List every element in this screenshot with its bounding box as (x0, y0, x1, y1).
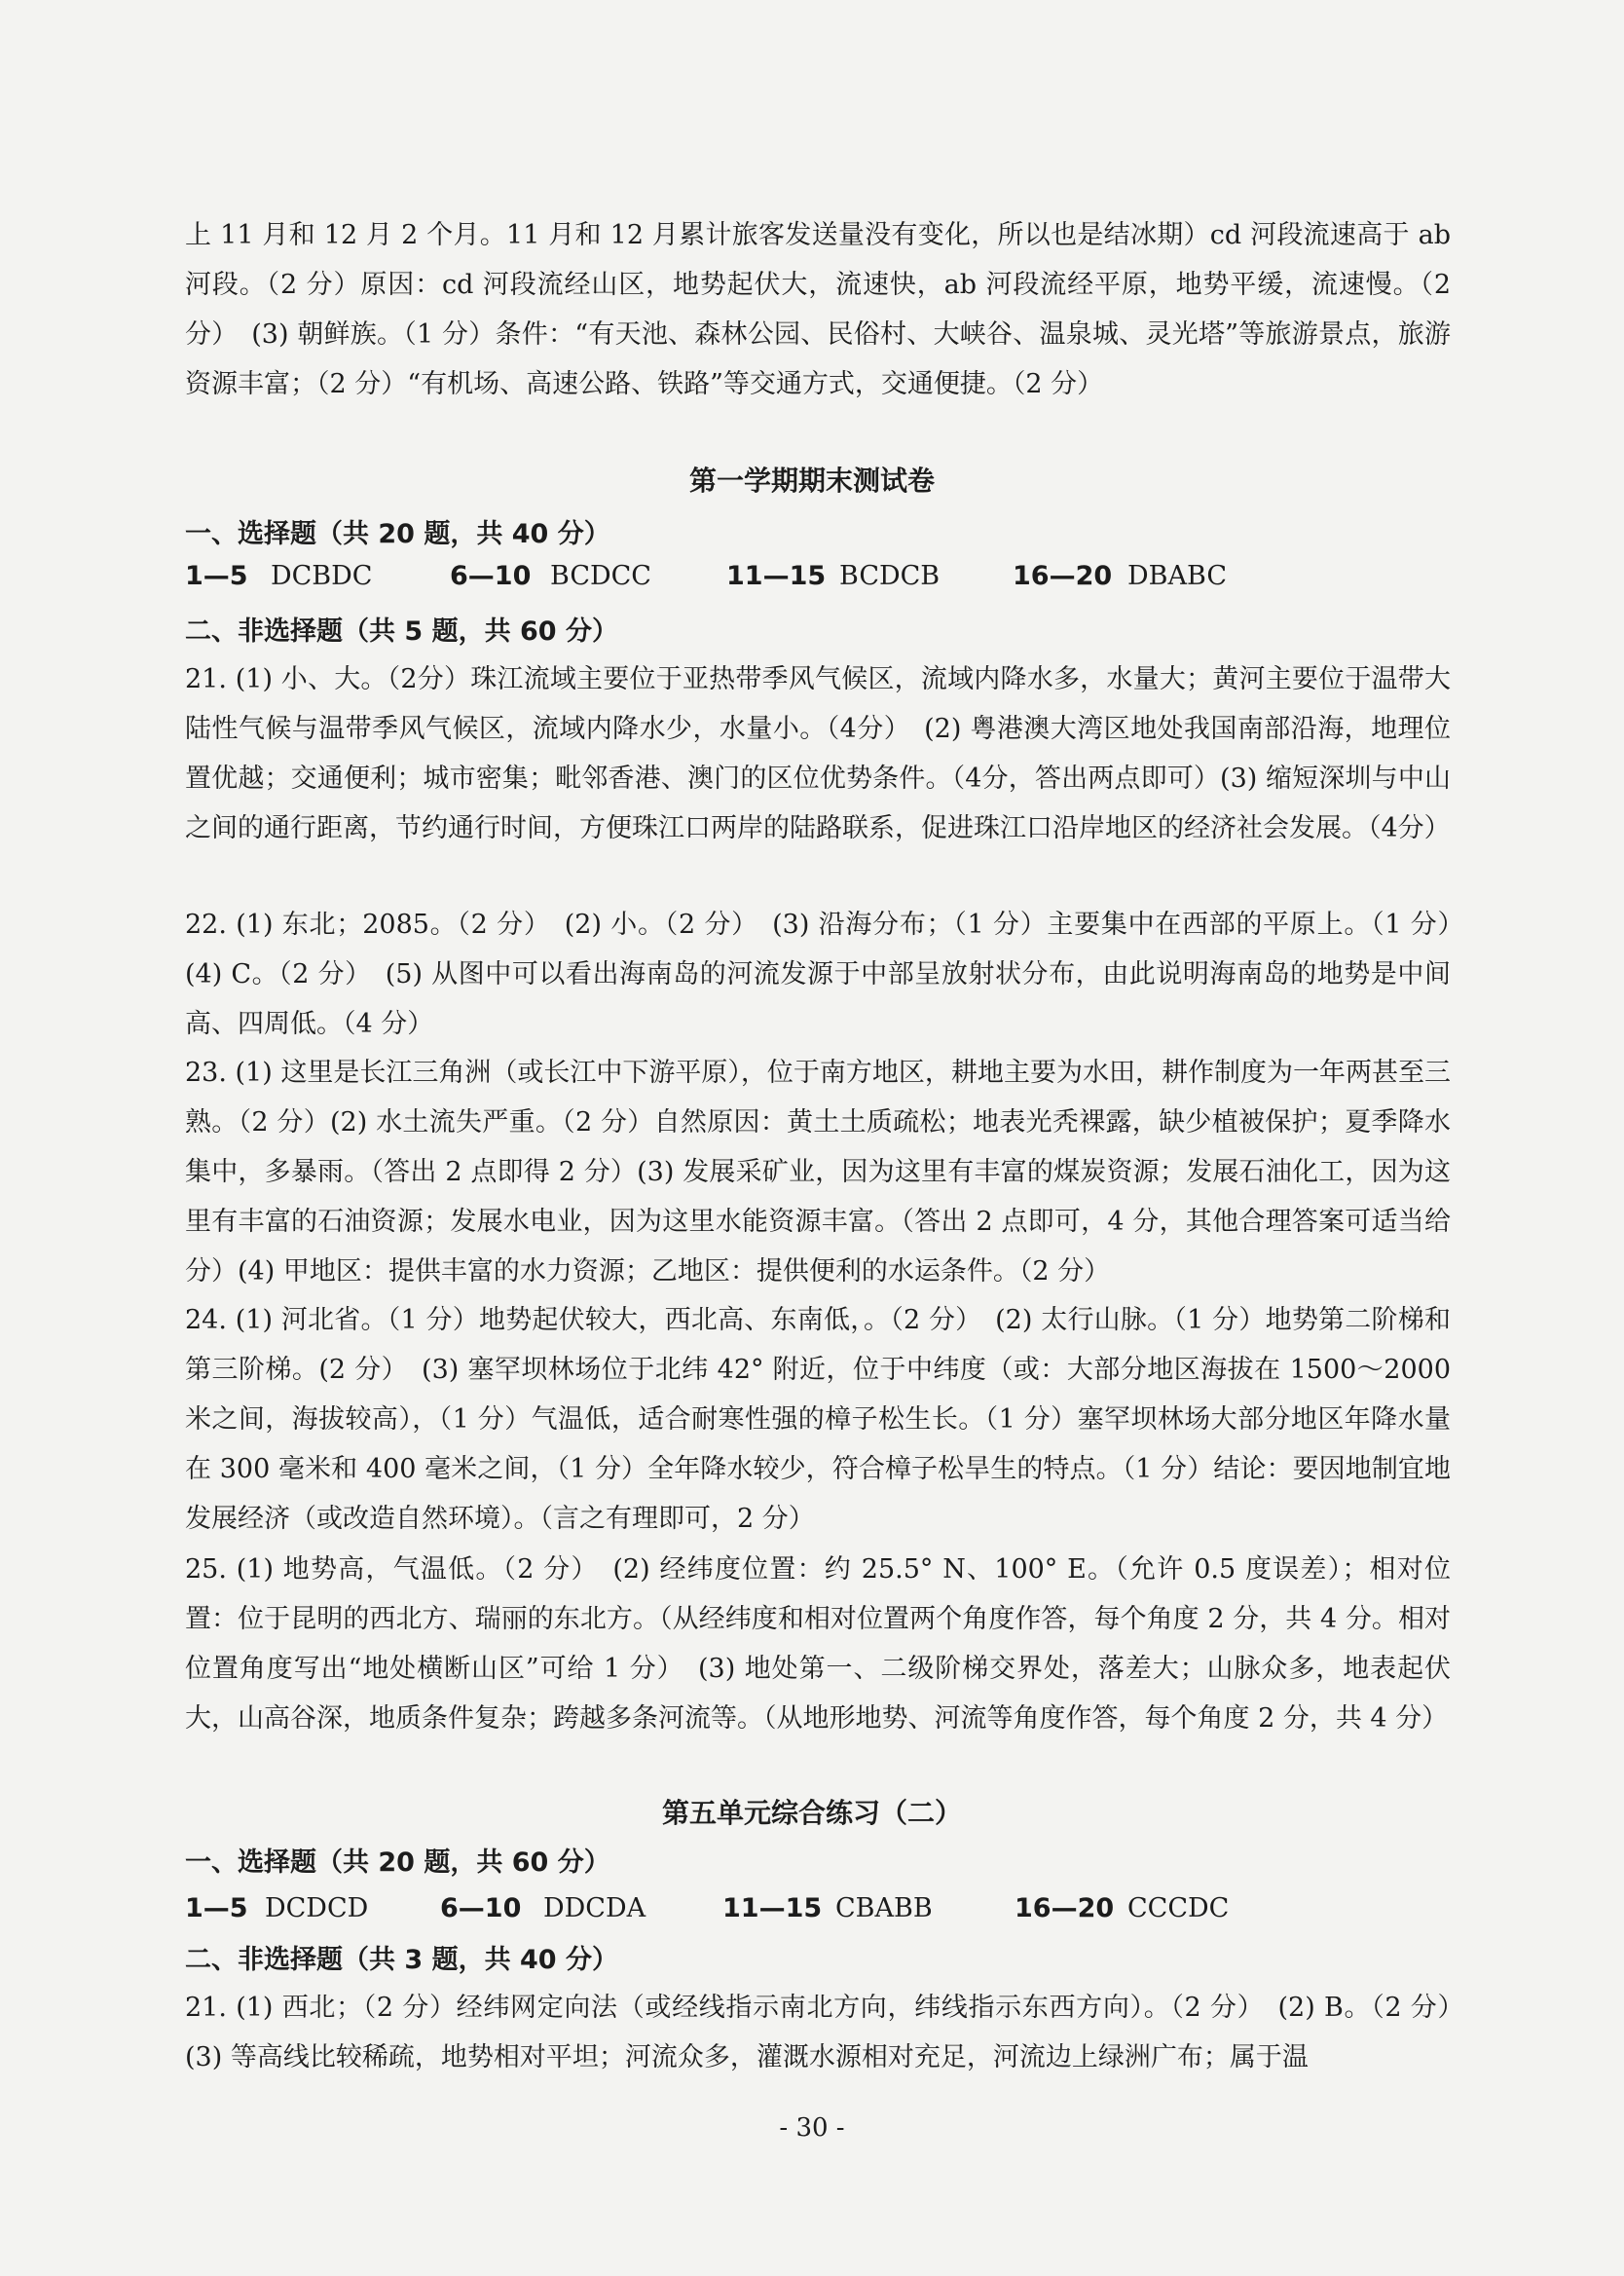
exam1-section1-heading: 一、选择题（共 20 题，共 40 分） (185, 519, 610, 549)
answer-value: CCCDC (1127, 1893, 1230, 1923)
answer-range: 16—20 (1015, 1893, 1115, 1923)
continuation-paragraph: 上 11 月和 12 月 2 个月。11 月和 12 月累计旅客发送量没有变化，所以也是结冰期）cd 河段流速高于 ab 河段。（2 分）原因：cd 河段流经山区，地势起伏大，流速快，ab 河段流经平原，地势平缓，流速慢。（2 分） (3) 朝鲜族。（1 分）条件：“有天池、森林公园、民俗村、大峡谷、温泉城、灵光塔”等旅游景点，旅游资源丰富；（2 分）“有机场、高速公路、铁路”等交通方式，交通便捷。（2 分） (185, 220, 1451, 399)
exam1-section2-heading: 二、非选择题（共 5 题，共 60 分） (185, 616, 618, 647)
answer-range: 11—15 (726, 561, 827, 591)
exam1-question-23: 23. (1) 这里是长江三角洲（或长江中下游平原），位于南方地区，耕地主要为水田，耕作制度为一年两甚至三熟。（2 分）(2) 水土流失严重。（2 分）自然原因：黄土土质疏松；地表光秃裸露，缺少植被保护；夏季降水集中，多暴雨。（答出 2 点即得 2 分）(3) 发展采矿业，因为这里有丰富的煤炭资源；发展石油化工，因为这里有丰富的石油资源；发展水电业，因为这里水能资源丰富。（答出 2 点即可，4 分，其他合理答案可适当给分）(4) 甲地区：提供丰富的水力资源；乙地区：提供便利的水运条件。（2 分） (185, 1058, 1451, 1287)
answer-range: 1—5 (185, 1893, 248, 1923)
exam1-question-21: 21. (1) 小、大。（2分）珠江流域主要位于亚热带季风气候区，流域内降水多，水量大；黄河主要位于温带大陆性气候与温带季风气候区，流域内降水少，水量小。（4分） (2) 粤港澳大湾区地处我国南部沿海，地理位置优越；交通便利；城市密集；毗邻香港、澳门的区位优势条件。（4分，答出两点即可）(3) 缩短深圳与中山之间的通行距离，节约通行时间，方便珠江口两岸的陆路联系，促进珠江口沿岸地区的经济社会发展。（4分） (185, 664, 1451, 843)
page-number: - 30 - (779, 2113, 845, 2143)
exam2-section2-heading: 二、非选择题（共 3 题，共 40 分） (185, 1945, 618, 1975)
answer-value: BCDCC (550, 561, 651, 591)
answer-value: DCBDC (271, 561, 373, 591)
exam1-question-22: 22. (1) 东北；2085。（2 分） (2) 小。（2 分） (3) 沿海分布；（1 分）主要集中在西部的平原上。（1 分） (4) C。（2 分） (5) 从图中可以看出海南岛的河流发源于中部呈放射状分布，由此说明海南岛的地势是中间高、四周低。（4 分） (185, 910, 1477, 1039)
exam1-question-24: 24. (1) 河北省。（1 分）地势起伏较大，西北高、东南低，。（2 分） (2) 太行山脉。（1 分）地势第二阶梯和第三阶梯。(2 分） (3) 塞罕坝林场位于北纬 42° 附近，位于中纬度（或：大部分地区海拔在 1500～2000 米之间，海拔较高），（1 分）气温低，适合耐寒性强的樟子松生长。（1 分）塞罕坝林场大部分地区年降水量在 300 毫米和 400 毫米之间，（1 分）全年降水较少，符合樟子松旱生的特点。（1 分）结论：要因地制宜地发展经济（或改造自然环境）。（言之有理即可，2 分） (185, 1305, 1451, 1534)
answer-value: CBABB (835, 1893, 933, 1923)
exam2-question-21: 21. (1) 西北；（2 分）经纬网定向法（或经线指示南北方向，纬线指示东西方向）。（2 分） (2) B。（2 分） (3) 等高线比较稀疏，地势相对平坦；河流众多，灌溉水源相对充足，河流边上绿洲广布；属于温 (185, 1993, 1477, 2072)
answer-range: 16—20 (1013, 561, 1113, 591)
answer-range: 6—10 (440, 1893, 522, 1923)
exam1-title: 第一学期期末测试卷 (688, 465, 935, 497)
exam2-section1-heading: 一、选择题（共 20 题，共 60 分） (185, 1847, 610, 1878)
answer-value: DDCDA (543, 1893, 646, 1923)
answer-range: 1—5 (185, 561, 248, 591)
answer-value: DCDCD (265, 1893, 369, 1923)
answer-range: 11—15 (722, 1893, 823, 1923)
answer-value: BCDCB (839, 561, 941, 591)
exam1-question-25: 25. (1) 地势高，气温低。（2 分） (2) 经纬度位置：约 25.5° N、100° E。（允许 0.5 度误差）；相对位置：位于昆明的西北方、瑞丽的东北方。（从经纬度和相对位置两个角度作答，每个角度 2 分，共 4 分。相对位置角度写出“地处横断山区”可给 1 分） (3) 地处第一、二级阶梯交界处，落差大；山脉众多，地表起伏大，山高谷深，地质条件复杂；跨越多条河流等。（从地形地势、河流等角度作答，每个角度 2 分，共 4 分） (185, 1554, 1451, 1734)
answer-value: DBABC (1127, 561, 1227, 591)
exam2-title: 第五单元综合练习（二） (661, 1797, 962, 1829)
answer-range: 6—10 (450, 561, 532, 591)
